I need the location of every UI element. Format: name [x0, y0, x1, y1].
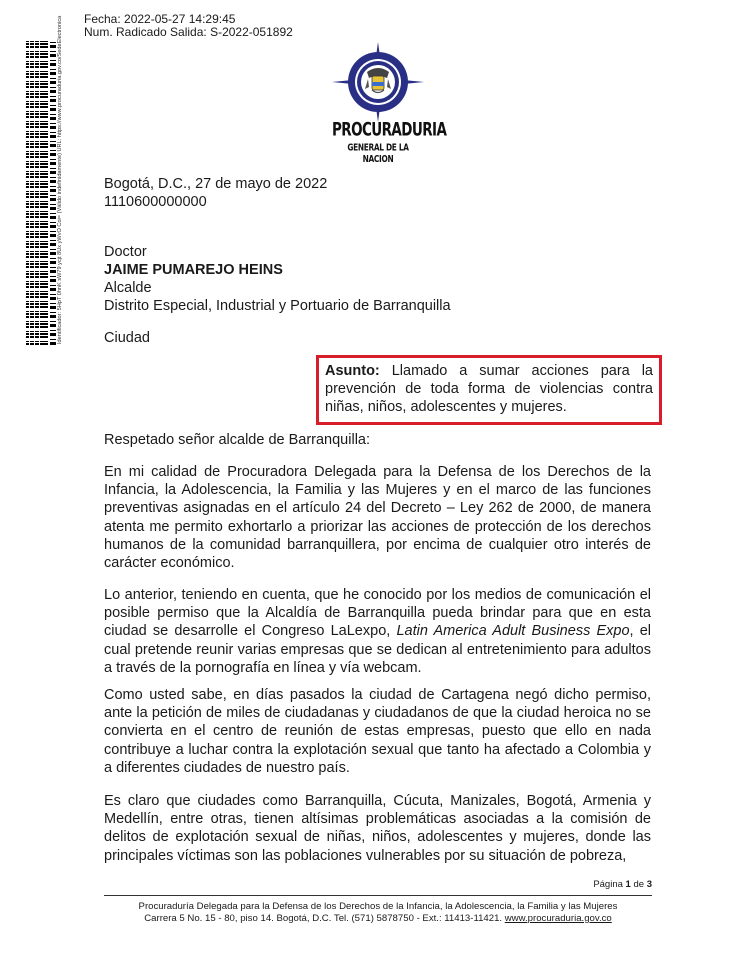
reference-number: 1110600000000: [104, 194, 207, 210]
recipient-entity: Distrito Especial, Industrial y Portuario de Barranquilla: [104, 298, 451, 314]
recipient-name: JAIME PUMAREJO HEINS: [104, 262, 283, 278]
greeting: Respetado señor alcalde de Barranquilla:: [104, 432, 371, 448]
footer-address-text: Carrera 5 No. 15 - 80, piso 14. Bogotá, D.C. Tel. (571) 5878750 - Ext.: 11413-11421.: [144, 913, 505, 924]
paragraph-2-part-b: , el cual pretende reunir varias empresas que se dedican al entretenimiento para adultos a través de la pornografía en línea y vía webcam.: [104, 623, 651, 676]
document-date: Fecha: 2022-05-27 14:29:45: [84, 12, 236, 26]
verification-barcode: [26, 40, 48, 345]
logo-title: PROCURADURIA: [332, 119, 447, 141]
place-date: Bogotá, D.C., 27 de mayo de 2022: [104, 176, 328, 192]
document-radicado: Num. Radicado Salida: S-2022-051892: [84, 25, 293, 39]
subject-text: Llamado a sumar acciones para la prevención de toda forma de violencias contra niñas, niños, adolescentes y mujeres.: [325, 363, 653, 415]
logo-subtitle: GENERAL DE LA NACION: [347, 141, 409, 165]
page-total: 3: [646, 879, 652, 890]
verification-barcode-strip: [50, 40, 56, 345]
paragraph-2-event-name: Latin America Adult Business Expo: [396, 623, 630, 640]
footer-rule: [104, 895, 652, 896]
page-number: [540, 879, 652, 890]
paragraph-2: [104, 586, 651, 677]
paragraph-1: En mi calidad de Procuradora Delegada para la Defensa de los Derechos de la Infancia, la Adolescencia, la Familia y las Mujeres y en el marco de las funciones preventivas asignadas en el artículo 24 del Decreto – Ley 262 de 2000, de manera atenta me permito exhortarlo a priorizar las acciones de protección de los derechos humanos de la comunidad barranquillera, por encima de cualquier otro interés de carácter económico.: [104, 464, 651, 572]
paragraph-4: Es claro que ciudades como Barranquilla, Cúcuta, Manizales, Bogotá, Armenia y Medellín, entre otras, tienen altísimas problemáticas asociadas a la comisión de delitos de explotación sexual de niñas, niños, adolescentes y mujeres, donde las principales víctimas son las poblaciones vulnerables por su situación de pobreza,: [104, 793, 651, 864]
subject-label: Asunto:: [325, 363, 380, 379]
paragraph-2-part-a: Lo anterior, teniendo en cuenta, que he conocido por los medios de comunicación el posible permiso que la Alcaldía de Barranquilla pueda brindar para que en esta ciudad se desarrolle el Congreso LaLexpo,: [104, 587, 651, 640]
paragraph-3: Como usted sabe, en días pasados la ciudad de Cartagena negó dicho permiso, ante la petición de miles de ciudadanas y ciudadanos de que la ciudad heroica no se convierta en el centro de reunión de estas empresas, puesto que ello en nada contribuye a luchar contra la explotación sexual que tanto ha afectado a Colombia y a diferentes ciudades de nuestro país.: [104, 687, 651, 776]
recipient-role: Alcalde: [104, 280, 152, 296]
page-of: de: [633, 879, 645, 890]
footer-website-link[interactable]: www.procuraduria.gov.co: [504, 913, 612, 924]
page-current: 1: [625, 879, 631, 890]
procuraduria-emblem-icon: [332, 42, 424, 124]
footer-office: Procuraduría Delegada para la Defensa de los Derechos de la Infancia, la Adolescencia, la Familia y las Mujeres: [138, 901, 618, 912]
procuraduria-logo: [332, 42, 447, 165]
footer-address: [104, 913, 652, 925]
verification-text: Identificador: 5HpT 0hnK sW79 ycjt 8Ux yWvO Coi= (Válido indefinidamente) URL: https://www.procuraduria.gov.co/SedeElectronica: [57, 15, 63, 344]
subject-box: [316, 355, 662, 425]
page-word: Página: [593, 879, 623, 890]
recipient-city: Ciudad: [104, 330, 150, 346]
salutation-title: Doctor: [104, 244, 147, 260]
